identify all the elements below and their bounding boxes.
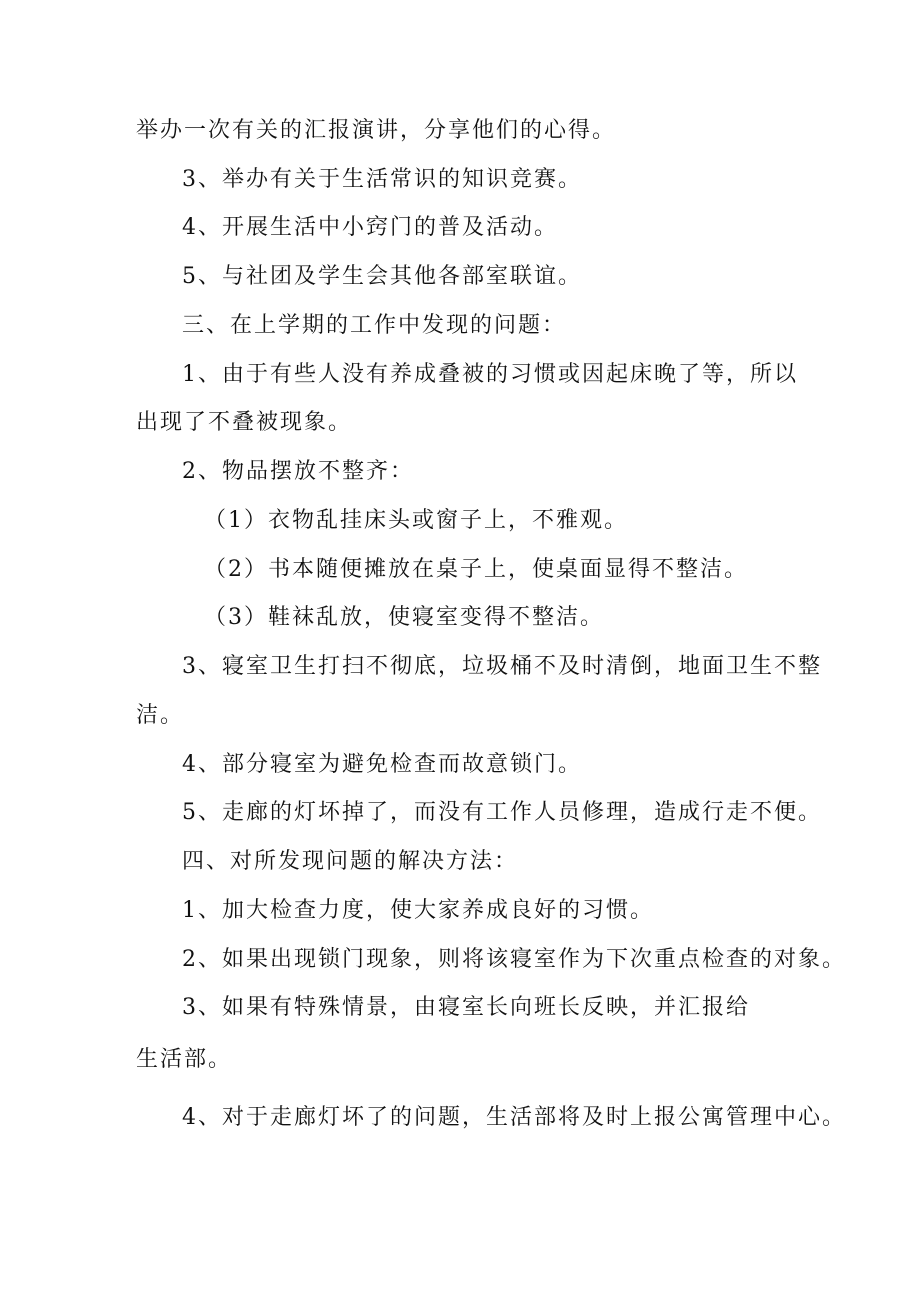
list-item: 1、加大检查力度，使大家养成良好的习惯。 xyxy=(182,898,654,923)
list-item: 5、走廊的灯坏掉了，而没有工作人员修理，造成行走不便。 xyxy=(182,800,822,825)
list-item: 4、对于走廊灯坏了的问题，生活部将及时上报公寓管理中心。 xyxy=(182,1105,846,1130)
list-item: 2、物品摆放不整齐： xyxy=(182,459,414,484)
text-line: 洁。 xyxy=(136,703,185,728)
section-heading: 三、在上学期的工作中发现的问题： xyxy=(182,313,567,338)
section-heading: 四、对所发现问题的解决方法： xyxy=(182,849,519,874)
list-item: 3、寝室卫生打扫不彻底，垃圾桶不及时清倒，地面卫生不整 xyxy=(182,654,822,679)
list-item: 4、开展生活中小窍门的普及活动。 xyxy=(182,215,558,240)
list-item: 3、如果有特殊情景，由寝室长向班长反映，并汇报给 xyxy=(182,995,750,1020)
sub-list-item: （1）衣物乱挂床头或窗子上，不雅观。 xyxy=(204,508,628,533)
list-item: 5、与社团及学生会其他各部室联谊。 xyxy=(182,264,582,289)
text-line: 出现了不叠被现象。 xyxy=(136,410,353,435)
list-item: 1、由于有些人没有养成叠被的习惯或因起床晚了等，所以 xyxy=(182,362,798,387)
list-item: 4、部分寝室为避免检查而故意锁门。 xyxy=(182,752,582,777)
text-line: 生活部。 xyxy=(136,1047,233,1072)
list-item: 3、举办有关于生活常识的知识竞赛。 xyxy=(182,167,582,192)
sub-list-item: （3）鞋袜乱放，使寝室变得不整洁。 xyxy=(204,605,604,630)
sub-list-item: （2）书本随便摊放在桌子上，使桌面显得不整洁。 xyxy=(204,557,748,582)
list-item: 2、如果出现锁门现象，则将该寝室作为下次重点检查的对象。 xyxy=(182,947,846,972)
text-line: 举办一次有关的汇报演讲，分享他们的心得。 xyxy=(136,118,617,143)
